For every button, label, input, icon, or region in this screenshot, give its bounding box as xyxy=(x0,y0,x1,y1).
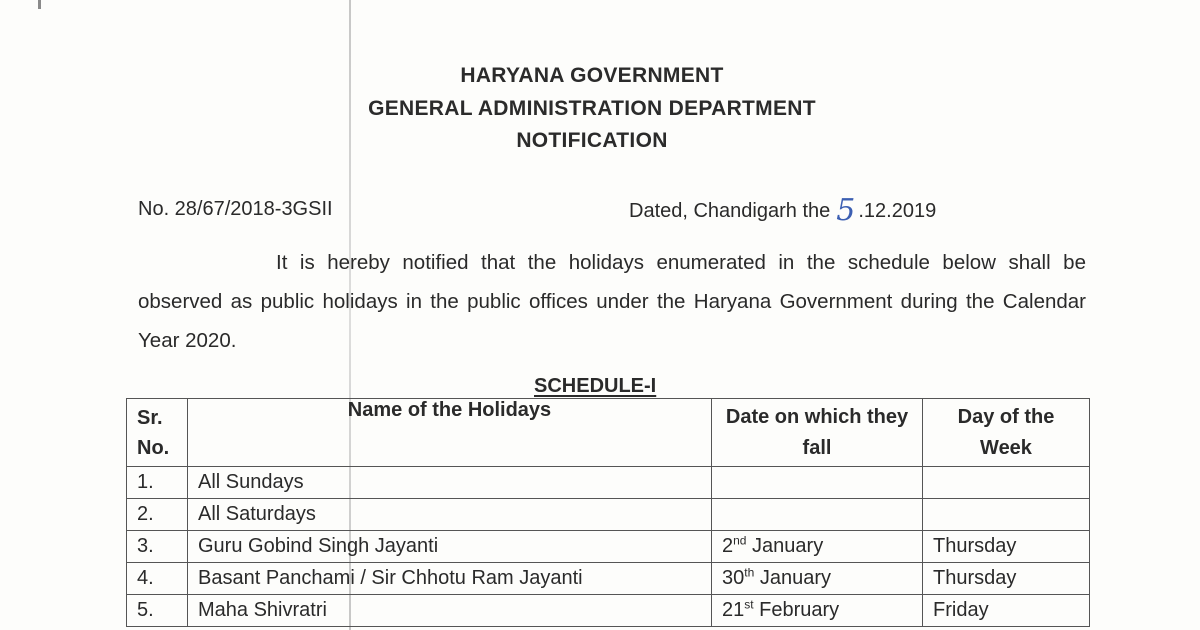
dated-rest: .12.2019 xyxy=(858,200,937,222)
header-day: Day of the Week xyxy=(923,399,1090,467)
reference-number: No. 28/67/2018-3GSII xyxy=(138,198,333,220)
scan-mark xyxy=(38,0,41,9)
table-row xyxy=(127,563,1090,595)
row-sr: 1. xyxy=(127,467,188,499)
government-heading: HARYANA GOVERNMENT xyxy=(460,64,724,87)
row-holiday-name: Guru Gobind Singh Jayanti xyxy=(188,531,712,563)
row-holiday-name: Basant Panchami / Sir Chhotu Ram Jayanti xyxy=(188,563,712,595)
holiday-schedule-table xyxy=(126,398,1090,627)
department-heading: GENERAL ADMINISTRATION DEPARTMENT xyxy=(368,97,816,120)
row-holiday-name: All Sundays xyxy=(188,467,712,499)
row-date: 21st February xyxy=(712,595,923,627)
row-day: Thursday xyxy=(923,563,1090,595)
row-sr: 4. xyxy=(127,563,188,595)
row-day xyxy=(923,467,1090,499)
schedule-title: SCHEDULE-I xyxy=(534,375,657,397)
row-sr: 2. xyxy=(127,499,188,531)
table-row xyxy=(127,467,1090,499)
dated-line xyxy=(629,190,937,228)
row-sr: 5. xyxy=(127,595,188,627)
row-date xyxy=(712,467,923,499)
table-header-row xyxy=(127,399,1090,467)
paragraph-rest: be observed as public holidays in the public offices under the Haryana Government during the Calendar Year 2020. xyxy=(138,251,1086,352)
dated-prefix: Dated, Chandigarh the xyxy=(629,200,831,222)
paragraph-first-line: It is hereby notified that the holidays enumerated in the schedule below shall xyxy=(276,251,1051,274)
notification-heading: NOTIFICATION xyxy=(516,129,668,152)
row-holiday-name: Maha Shivratri xyxy=(188,595,712,627)
row-day: Thursday xyxy=(923,531,1090,563)
table-row xyxy=(127,595,1090,627)
header-holiday-name: Name of the Holidays xyxy=(188,399,712,467)
row-date: 2nd January xyxy=(712,531,923,563)
table-row xyxy=(127,531,1090,563)
header-date: Date on which they fall xyxy=(712,399,923,467)
handwritten-day: 5 xyxy=(836,193,856,228)
notification-paragraph xyxy=(138,243,1086,360)
table-row xyxy=(127,499,1090,531)
row-day: Friday xyxy=(923,595,1090,627)
row-holiday-name: All Saturdays xyxy=(188,499,712,531)
row-day xyxy=(923,499,1090,531)
row-date: 30th January xyxy=(712,563,923,595)
row-sr: 3. xyxy=(127,531,188,563)
row-date xyxy=(712,499,923,531)
header-sr-no: Sr. No. xyxy=(127,399,188,467)
